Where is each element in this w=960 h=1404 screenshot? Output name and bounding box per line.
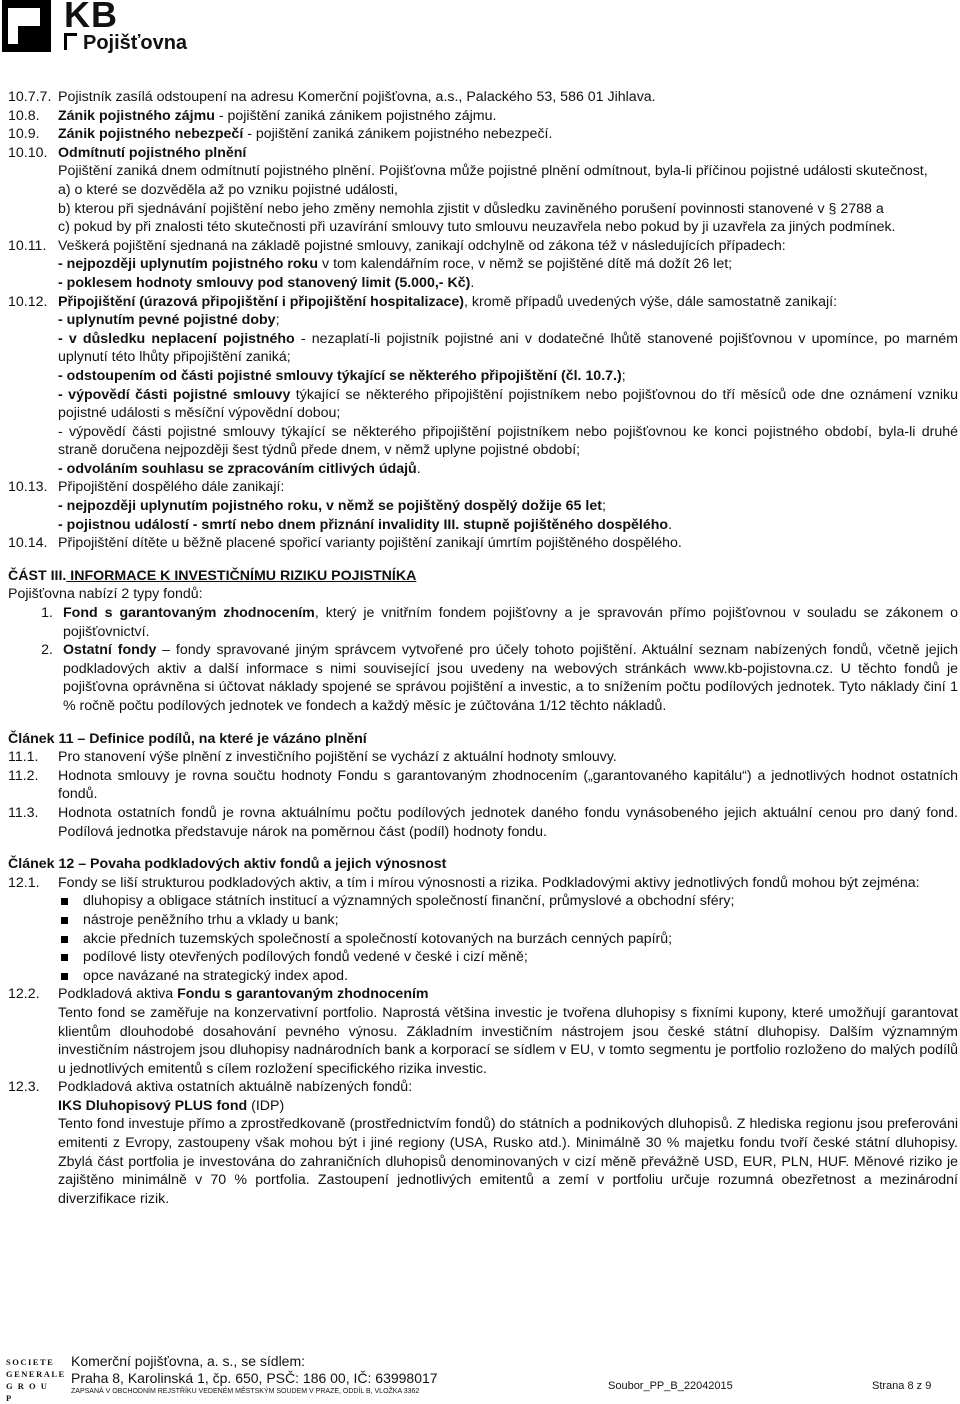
list-item: opce navázané na strategický index apod.: [83, 967, 958, 986]
list-item: nástroje peněžního trhu a vklady u bank;: [83, 911, 958, 930]
underlying-assets-list: [8, 892, 958, 985]
page-number: Strana 8 z 9: [872, 1380, 932, 1392]
part-3-title: ČÁST III. INFORMACE K INVESTIČNÍMU RIZIKU POJISTNÍKA: [8, 567, 417, 584]
societe-generale-logo: SOCIETE GENERALE G R O U P: [6, 1357, 66, 1403]
clause-11-3: 11.3. Hodnota ostatních fondů je rovna aktuálnímu počtu podílových jednotek daného fondu vynásobeného jejich aktuální cenou pro daný fond. Podílová jednotka představuje nárok na poměrnou část (podíl) hodnoty fondu.: [8, 804, 958, 840]
clause-12-3: 12.3. Podkladová aktiva ostatních aktuálně nabízených fondů:: [8, 1079, 413, 1096]
kb-logo-icon: [2, 0, 51, 52]
clause-12-1: 12.1. Fondy se liší strukturou podkladových aktiv, a tím i mírou výnosnosti a rizika. Podkladovými aktivy jednotlivých fondů mohou být zejména:: [8, 874, 920, 891]
clause-12-2-text: Tento fond se zaměřuje na konzervativní portfolio. Naprostá většina investic je tvořena dluhopisy s fixními kupony, které umožňují garantovat klientům dlouhodobé dosahování pevného výnosu. Základním investičním nástrojem jsou české státní dluhopisy. Dalším významným investičním nástrojem jsou dluhopisy nadnárodních bank a korporací se sídlem v EU, v tomto segmentu je portfolio rozloženo do malých podílů u jednotlivých emitentů s cílem rozložení specifického rizika investic.: [58, 1004, 958, 1077]
clause-10-10-a: a) o které se dozvěděla až po vzniku pojistné události,: [58, 181, 398, 198]
footer-docid: Soubor_PP_B_22042015: [608, 1380, 733, 1392]
clause-10-9: 10.9. Zánik pojistného nebezpečí - pojištění zaniká zánikem pojistného nebezpečí.: [8, 126, 553, 143]
clause-10-12: 10.12. Připojištění (úrazová připojištění i připojištění hospitalizace), kromě případů uvedených výše, dále samostatně zanikají:: [8, 293, 838, 310]
logo-product: Pojišťovna: [64, 32, 187, 55]
footer-register: ZAPSANÁ V OBCHODNÍM REJSTŘÍKU VEDENÉM MĚSTSKÝM SOUDEM V PRAZE, ODDÍL B, VLOŽKA 3362: [71, 1388, 420, 1395]
footer-company: Komerční pojišťovna, a. s., se sídlem:: [71, 1353, 306, 1369]
clause-10-12-item-5: - výpovědí části pojistné smlouvy týkající se některého připojištění pojistníkem nebo pojišťovnou ke konci pojistného období, byla-li druhé straně doručena nejpozději šest týdnů přede dnem, v němž uplyne pojistné období;: [58, 423, 958, 459]
fund-idp-text: Tento fond investuje přímo a zprostředkovaně (prostřednictvím fondů) do státních a podnikových dluhopisů. Z hlediska regionu jsou preferováni emitenti z Evropy, zastoupeny však mohou být i jiné regiony (USA, Rusko atd.). Minimálně 30 % majetku fondu tvoří české státní dluhopisy. Zbylá část portfolia je investována do zahraničních dluhopisů denominovaných v cizí měně převážně USD, EUR, PLN, HUF. Měnové riziko je zajištěno minimálně v 70 % portfolia. Zastoupení jednotlivých emitentů a zemí v portfoliu určuje rozumná obezřetnost a mezinárodní diverzifikace rizik.: [58, 1116, 958, 1207]
fund-type-2: 2. Ostatní fondy – fondy spravované jiným správcem vytvořené pro účely tohoto pojištění. Aktuální seznam nabízených fondů, včetně jejich podkladových aktiv a další informace s nimi související jsou uvedeny na webových stránkách www.kb-pojistovna.cz. U těchto fondů je pojišťovna oprávněna si účtovat náklady spojené se správou pojištění a investic, a to snížením počtu podílových jednotek. Tyto náklady činí 1 % ročně počtu podílových jednotek ve fondech a každý měsíc je zúčtována 1/12 těchto nákladů.: [41, 642, 958, 714]
clause-10-12-item-3: - odstoupením od části pojistné smlouvy týkající se některého připojištění (čl. 10.7.);: [58, 367, 626, 384]
bracket-icon: [64, 33, 77, 50]
clause-10-13: 10.13. Připojištění dospělého dále zanikají:: [8, 479, 285, 496]
clause-10-10-b: b) kterou při sjednávání pojištění nebo jeho změny nemohla zjistit v důsledku zaviněného porušení povinnosti stanovené v § 2788 a: [58, 200, 884, 217]
clause-10-14: 10.14. Připojištění dítěte u běžně placené spořicí varianty pojištění zanikají úmrtím pojištěného dospělého.: [8, 535, 682, 552]
clause-12-2: 12.2. Podkladová aktiva Fondu s garantovaným zhodnocením: [8, 986, 429, 1003]
list-item: dluhopisy a obligace státních institucí a významných společností finanční, průmyslové a obchodní sféry;: [83, 892, 958, 911]
footer-address: Praha 8, Karolinská 1, čp. 650, PSČ: 186 00, IČ: 63998017: [71, 1370, 438, 1386]
clause-10-12-item-6: - odvoláním souhlasu se zpracováním citlivých údajů.: [58, 460, 421, 477]
fund-types-list: [8, 604, 958, 716]
clause-10-10-intro: Pojištění zaniká dnem odmítnutí pojistného plnění. Pojišťovna může pojistné plnění odmítnout, byla-li příčinou pojistné události skutečnost,: [58, 163, 928, 180]
list-item: podílové listy otevřených podílových fondů vedené v české i cizí měně;: [83, 948, 958, 967]
article-11-title: Článek 11 – Definice podílů, na které je vázáno plnění: [8, 730, 367, 747]
clause-10-11: 10.11. Veškerá pojištění sjednaná na základě pojistné smlouvy, zanikají odchylně od zákona též v následujících případech:: [8, 237, 786, 254]
clause-10-10-c: c) pokud by při znalosti této skutečnosti při uzavírání smlouvy tuto smlouvu neuzavřela nebo pokud by ji uzavřela za jiných podmínek.: [58, 219, 896, 236]
document-body: [8, 88, 958, 1208]
page-footer: [0, 1350, 960, 1403]
logo-brand: KB: [64, 0, 118, 35]
part-3-intro: Pojišťovna nabízí 2 typy fondů:: [8, 586, 203, 603]
clause-10-12-item-1: - uplynutím pevné pojistné doby;: [58, 312, 280, 329]
clause-10-10: 10.10. Odmítnutí pojistného plnění: [8, 144, 247, 161]
fund-idp-title: IKS Dluhopisový PLUS fond (IDP): [58, 1097, 285, 1114]
clause-10-11-item-1: - nejpozději uplynutím pojistného roku v tom kalendářním roce, v němž se pojištěné dítě má dožít 26 let;: [58, 256, 733, 273]
list-item: akcie předních tuzemských společností a společností kotovaných na burzách cenných papírů;: [83, 930, 958, 949]
clause-10-13-item-1: - nejpozději uplynutím pojistného roku, v němž se pojištěný dospělý dožije 65 let;: [58, 498, 606, 515]
clause-10-12-item-4: - výpovědí části pojistné smlouvy týkající se některého připojištění pojistníkem nebo pojišťovnou do tří měsíců ode dne oznámení vzniku pojistné události s měsíční výpovědní dobou;: [58, 386, 959, 422]
article-12-title: Článek 12 – Povaha podkladových aktiv fondů a jejich výnosnost: [8, 856, 447, 873]
clause-10-8: 10.8. Zánik pojistného zájmu - pojištění zaniká zánikem pojistného zájmu.: [8, 107, 497, 124]
clause-11-2: 11.2. Hodnota smlouvy je rovna součtu hodnoty Fondu s garantovaným zhodnocením („garantovaného kapitálu“) a jednotlivých hodnot ostatních fondů.: [8, 767, 958, 803]
page-header: [0, 0, 960, 58]
clause-10-7-7: 10.7.7. Pojistník zasílá odstoupení na adresu Komerční pojišťovna, a.s., Palackého 53, 586 01 Jihlava.: [8, 89, 656, 105]
clause-10-13-item-2: - pojistnou událostí - smrtí nebo dnem přiznání invalidity III. stupně pojištěného dospělého.: [58, 516, 673, 533]
fund-type-1: 1. Fond s garantovaným zhodnocením, který je vnitřním fondem pojišťovny a je spravován přímo pojišťovnou v souladu se zákonem o pojišťovnictví.: [41, 605, 959, 640]
clause-10-11-item-2: - poklesem hodnoty smlouvy pod stanovený limit (5.000,- Kč).: [58, 274, 475, 291]
clause-10-12-item-2: - v důsledku neplacení pojistného - nezaplatí-li pojistník pojistné ani v dodatečné lhůtě stanovené pojišťovnou v upomínce, po marném uplynutí této lhůty připojištění zaniká;: [58, 330, 958, 366]
clause-11-1: 11.1. Pro stanovení výše plnění z investičního pojištění se vychází z aktuální hodnoty smlouvy.: [8, 749, 617, 766]
